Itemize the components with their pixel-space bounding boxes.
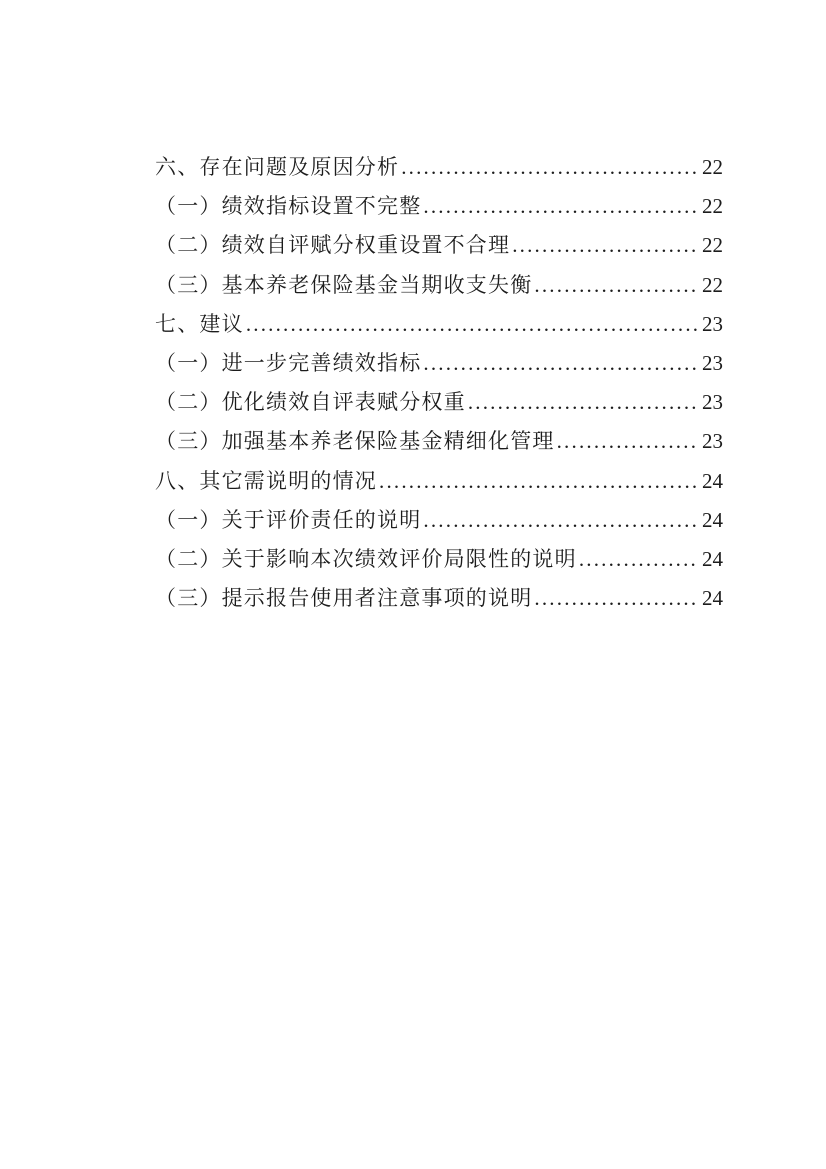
toc-entry[interactable] <box>155 226 723 265</box>
toc-entry-label: （一）进一步完善绩效指标 <box>155 350 422 375</box>
toc-entry[interactable] <box>155 383 723 422</box>
toc-entry-label: （二）绩效自评赋分权重设置不合理 <box>155 233 511 258</box>
toc-entry[interactable] <box>155 540 723 579</box>
toc-entry-label: （二）优化绩效自评表赋分权重 <box>155 390 466 415</box>
toc-entry-page-number: 23 <box>702 311 723 336</box>
toc-entry-page-number: 24 <box>702 507 723 532</box>
toc-leader-dots <box>512 226 698 265</box>
toc-entry-label: （三）加强基本养老保险基金精细化管理 <box>155 429 555 454</box>
toc-entry[interactable] <box>155 148 723 187</box>
toc-leader-dots <box>557 422 698 461</box>
toc-entry-label: 八、其它需说明的情况 <box>155 468 377 493</box>
toc-leader-dots <box>246 305 698 344</box>
toc-entry[interactable] <box>155 579 723 618</box>
toc-entry-page-number: 22 <box>702 194 723 219</box>
toc-entry-label: （一）绩效指标设置不完整 <box>155 194 422 219</box>
toc-leader-dots <box>423 187 698 226</box>
toc-leader-dots <box>534 579 698 618</box>
toc-entry[interactable] <box>155 344 723 383</box>
toc-entry[interactable] <box>155 187 723 226</box>
toc-entry-label: 七、建议 <box>155 311 244 336</box>
toc-list <box>155 148 723 618</box>
toc-entry-page-number: 22 <box>702 233 723 258</box>
toc-leader-dots <box>534 266 698 305</box>
toc-leader-dots <box>468 383 698 422</box>
toc-entry-page-number: 24 <box>702 586 723 611</box>
toc-entry[interactable] <box>155 422 723 461</box>
toc-leader-dots <box>379 462 698 501</box>
toc-entry-page-number: 23 <box>702 390 723 415</box>
toc-leader-dots <box>579 540 698 579</box>
toc-entry-page-number: 23 <box>702 429 723 454</box>
toc-entry-label: （三）基本养老保险基金当期收支失衡 <box>155 272 533 297</box>
toc-leader-dots <box>423 344 698 383</box>
toc-entry-label: 六、存在问题及原因分析 <box>155 155 400 179</box>
toc-entry-page-number: 24 <box>702 468 723 493</box>
toc-leader-dots <box>401 148 698 187</box>
toc-entry-page-number: 22 <box>702 155 723 179</box>
toc-entry-label: （一）关于评价责任的说明 <box>155 507 422 532</box>
toc-entry[interactable] <box>155 266 723 305</box>
toc-leader-dots <box>423 501 698 540</box>
toc-entry-label: （二）关于影响本次绩效评价局限性的说明 <box>155 546 577 571</box>
toc-entry[interactable] <box>155 305 723 344</box>
toc-entry-page-number: 22 <box>702 272 723 297</box>
toc-entry-page-number: 24 <box>702 546 723 571</box>
toc-entry-label: （三）提示报告使用者注意事项的说明 <box>155 586 533 611</box>
toc-entry[interactable] <box>155 501 723 540</box>
toc-entry[interactable] <box>155 462 723 501</box>
toc-entry-page-number: 23 <box>702 350 723 375</box>
